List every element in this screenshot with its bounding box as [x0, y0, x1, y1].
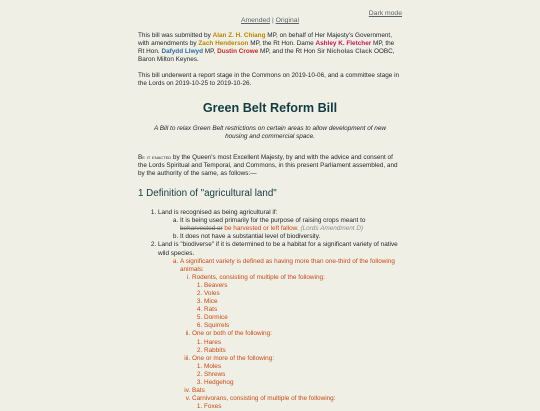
animal-item: 4. Rats	[204, 306, 402, 314]
clause-item	[158, 241, 402, 411]
animal-group-item	[192, 395, 402, 411]
submission-note	[138, 32, 402, 64]
animal-item: 2. Voles	[204, 290, 402, 298]
subclause-item	[180, 217, 402, 233]
animal-group-text: Carnivorans, consisting of multiple of the following:	[192, 395, 336, 403]
animal-item: 6. Squirrels	[204, 322, 402, 330]
section-heading: 1 Definition of "agricultural land"	[138, 188, 277, 200]
animal-item: 1. Moles	[204, 363, 402, 371]
animal-group-text: Rodents, consisting of multiple of the following:	[192, 273, 325, 281]
dark-mode-toggle[interactable]: Dark mode	[368, 10, 402, 17]
version-separator: |	[271, 17, 274, 24]
enacting-words: Be it enacted	[138, 153, 172, 161]
animal-item: 5. Dormice	[204, 314, 402, 322]
version-switcher	[0, 17, 540, 25]
animal-group-text: One or both of the following:	[192, 330, 272, 338]
animal-group-item	[192, 330, 402, 354]
animal-item: 2. Shrews	[204, 371, 402, 379]
submission-text: MP, the Rt Hon. Dame	[248, 40, 316, 48]
animal-item: 1. Beavers	[204, 282, 402, 290]
amendment-annotation: (Lords Amendment D)	[298, 225, 364, 233]
submission-text: MP,	[203, 48, 218, 56]
clause-text: Land is "biodiverse" if it is determined to be a habitat for a significant variety of native wild species.	[158, 241, 398, 257]
original-version-link[interactable]: Original	[275, 17, 300, 24]
submission-text: MP, and the Rt Hon Sir	[258, 48, 327, 56]
clause-text: Land is recognised as being agricultural if:	[158, 209, 278, 217]
subclause-text: A significant variety is defined as having more than one-third of the following animals:	[180, 257, 395, 273]
animal-list	[192, 403, 402, 411]
submission-text: OOBC, Baron Milton Keynes.	[138, 48, 395, 64]
subclause-list	[158, 217, 402, 241]
long-title: A Bill to relax Green Belt restrictions on certain areas to allow development of new housing and commercial space.	[153, 124, 387, 140]
animal-list	[192, 339, 402, 355]
amender-name: Dafydd Llwyd	[161, 48, 203, 56]
subclause-text: It is being used primarily for the purpose of raising crops meant to	[180, 217, 366, 225]
subclause-item	[180, 258, 402, 411]
animal-group-list	[180, 274, 402, 411]
amender-name: Zach Henderson	[198, 40, 249, 48]
enacting-text: by the Queen's most Excellent Majesty, by and with the advice and consent of the Lords Spiritual and Temporal, and Commons, in this present Parliament assembled, and by the authority of the same, as follows:—	[138, 153, 398, 177]
animal-list	[192, 282, 402, 331]
stages-note: This bill underwent a report stage in the Commons on 2019-10-06, and a committee stage in the Lords on 2019-10-25 to 2019-10-26.	[138, 72, 400, 88]
submission-text: This bill was submitted by	[138, 32, 213, 39]
amender-name: Nicholas Clack	[326, 48, 373, 56]
animal-list	[192, 363, 402, 387]
animal-group-item	[192, 355, 402, 387]
amended-version-link[interactable]: Amended	[240, 17, 271, 24]
animal-group-text: One or more of the following:	[192, 354, 275, 362]
animal-item: 3. Hedgehog	[204, 379, 402, 387]
animal-item: 1. Foxes	[204, 403, 402, 411]
struck-text: beharvested or	[180, 225, 223, 233]
animal-item: 1. Hares	[204, 339, 402, 347]
clause-list	[138, 209, 402, 411]
animal-group-item	[192, 274, 402, 331]
clause-item	[158, 209, 402, 241]
sponsor-name: Alan Z. H. Chiang	[212, 32, 266, 39]
enacting-formula	[138, 154, 402, 178]
submission-text: MP, on behalf of Her Majesty's Government, with amendments by	[138, 32, 392, 48]
amender-name: Dustin Crowe	[217, 48, 259, 56]
animal-group-item: iv. Bats	[192, 387, 402, 395]
animal-item: 3. Mice	[204, 298, 402, 306]
animal-item: 2. Rabbits	[204, 347, 402, 355]
inserted-text: be harvested or left fallow.	[222, 225, 299, 233]
subclause-list	[158, 258, 402, 411]
bill-title: Green Belt Reform Bill	[202, 100, 338, 115]
submission-text: MP, the Rt Hon.	[138, 40, 395, 56]
amender-name: Ashley K. Fletcher	[315, 40, 372, 48]
bill-content	[138, 32, 402, 411]
subclause-item: b. It does not have a substantial level of biodiversity.	[180, 233, 402, 241]
